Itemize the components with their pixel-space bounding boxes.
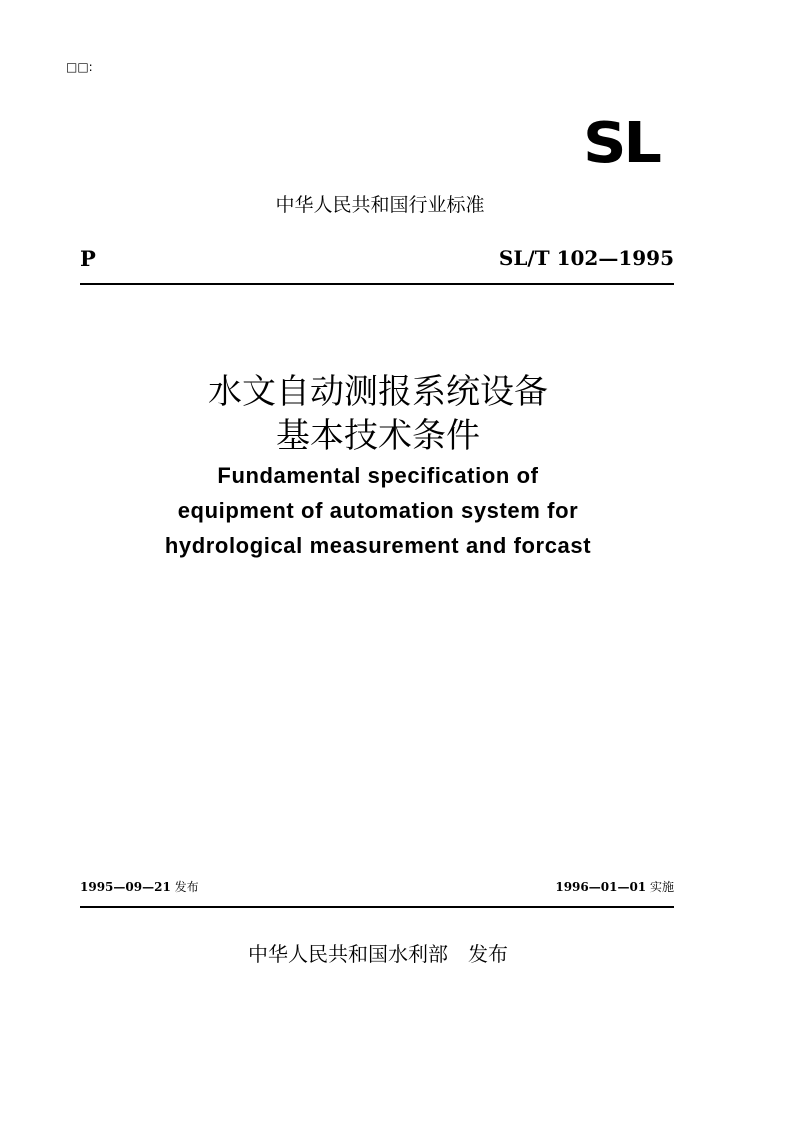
standard-number: SL/T 102—1995 [498, 246, 674, 270]
implement-date-block [555, 878, 674, 895]
issuer: 中华人民共和国水利部 发布 [248, 942, 508, 966]
classification-code: P [80, 246, 96, 271]
sl-logo: SL [583, 111, 659, 176]
implement-date: 1996—01—01 [555, 880, 647, 894]
corner-mark: □□: [66, 60, 93, 74]
title-en-line-2: equipment of automation system for [177, 498, 579, 523]
title-en-line-3: hydrological measurement and forcast [164, 533, 592, 558]
publish-date-block [80, 878, 199, 895]
bottom-divider [80, 906, 674, 908]
header-title: 中华人民共和国行业标准 [275, 194, 485, 216]
publish-label: 发布 [174, 880, 199, 894]
implement-label: 实施 [649, 880, 674, 894]
publish-date: 1995—09—21 [80, 880, 171, 894]
title-en-line-1: Fundamental specification of [217, 463, 539, 488]
top-divider [80, 283, 674, 285]
title-zh-line-1: 水文自动测报系统设备 [208, 372, 548, 412]
title-zh-line-2: 基本技术条件 [276, 416, 480, 456]
